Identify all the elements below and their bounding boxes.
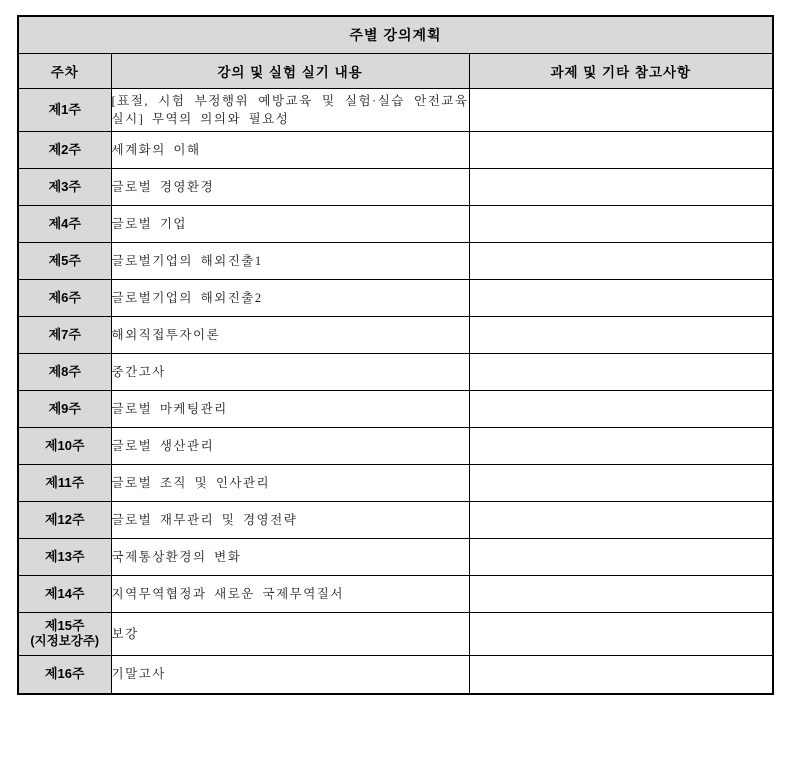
content-cell: 글로벌기업의 해외진출1 <box>111 243 469 280</box>
week-cell <box>18 280 111 317</box>
table-row <box>18 656 773 694</box>
week-cell <box>18 169 111 206</box>
week-label: 제1주 <box>48 101 81 117</box>
week-cell <box>18 243 111 280</box>
table-row <box>18 89 773 132</box>
table-row <box>18 576 773 613</box>
content-cell: 보강 <box>111 613 469 656</box>
notes-cell <box>469 502 773 539</box>
week-label: 제7주 <box>48 326 81 342</box>
notes-cell <box>469 317 773 354</box>
notes-cell <box>469 280 773 317</box>
content-cell: 글로벌기업의 해외진출2 <box>111 280 469 317</box>
notes-cell <box>469 206 773 243</box>
column-header-week: 주차 <box>18 54 111 89</box>
week-label: 제11주 <box>45 474 85 490</box>
notes-cell <box>469 465 773 502</box>
table-row <box>18 169 773 206</box>
content-cell: 글로벌 경영환경 <box>111 169 469 206</box>
content-cell: 글로벌 재무관리 및 경영전략 <box>111 502 469 539</box>
week-cell <box>18 502 111 539</box>
table-header-row <box>18 54 773 89</box>
week-cell <box>18 354 111 391</box>
table-row <box>18 280 773 317</box>
week-sublabel: (지정보강주) <box>30 634 100 649</box>
week-cell <box>18 613 111 656</box>
table-row <box>18 391 773 428</box>
notes-cell <box>469 89 773 132</box>
week-label: 제2주 <box>48 141 81 157</box>
content-cell: 글로벌 조직 및 인사관리 <box>111 465 469 502</box>
content-cell: 국제통상환경의 변화 <box>111 539 469 576</box>
content-cell: 세계화의 이해 <box>111 132 469 169</box>
notes-cell <box>469 354 773 391</box>
content-cell: 기말고사 <box>111 656 469 694</box>
table-row <box>18 243 773 280</box>
notes-cell <box>469 132 773 169</box>
table-row <box>18 465 773 502</box>
notes-cell <box>469 656 773 694</box>
table-row <box>18 539 773 576</box>
week-label: 제12주 <box>44 511 85 527</box>
table-row <box>18 354 773 391</box>
content-cell: 글로벌 기업 <box>111 206 469 243</box>
week-label: 제14주 <box>44 585 85 601</box>
content-cell: [표절, 시험 부정행위 예방교육 및 실험·실습 안전교육 실시] 무역의 의의와 필요성 <box>111 89 469 132</box>
notes-cell <box>469 539 773 576</box>
notes-cell <box>469 243 773 280</box>
week-cell <box>18 317 111 354</box>
week-cell <box>18 428 111 465</box>
week-cell <box>18 391 111 428</box>
week-label: 제4주 <box>48 215 81 231</box>
content-cell: 중간고사 <box>111 354 469 391</box>
week-label: 제16주 <box>44 665 85 681</box>
week-label: 제8주 <box>48 363 81 379</box>
week-cell <box>18 132 111 169</box>
table-title: 주별 강의계획 <box>18 16 773 54</box>
document-page <box>17 15 774 695</box>
notes-cell <box>469 391 773 428</box>
content-cell: 지역무역협정과 새로운 국제무역질서 <box>111 576 469 613</box>
table-row <box>18 613 773 656</box>
content-cell: 글로벌 마케팅관리 <box>111 391 469 428</box>
week-cell <box>18 206 111 243</box>
notes-cell <box>469 613 773 656</box>
table-row <box>18 206 773 243</box>
table-row <box>18 317 773 354</box>
week-label: 제3주 <box>48 178 81 194</box>
notes-cell <box>469 428 773 465</box>
week-label: 제15주 <box>44 618 85 634</box>
week-label: 제10주 <box>44 437 85 453</box>
week-label: 제9주 <box>48 400 81 416</box>
week-cell <box>18 465 111 502</box>
week-cell <box>18 89 111 132</box>
week-label: 제13주 <box>44 548 85 564</box>
table-row <box>18 132 773 169</box>
week-label: 제5주 <box>48 252 81 268</box>
table-row <box>18 428 773 465</box>
schedule-body <box>18 89 773 694</box>
week-cell <box>18 656 111 694</box>
notes-cell <box>469 169 773 206</box>
content-cell: 해외직접투자이론 <box>111 317 469 354</box>
table-title-row <box>18 16 773 54</box>
table-row <box>18 502 773 539</box>
week-label: 제6주 <box>48 289 81 305</box>
content-cell: 글로벌 생산관리 <box>111 428 469 465</box>
column-header-notes: 과제 및 기타 참고사항 <box>469 54 773 89</box>
weekly-lecture-plan-table <box>17 15 774 695</box>
column-header-content: 강의 및 실험 실기 내용 <box>111 54 469 89</box>
notes-cell <box>469 576 773 613</box>
week-cell <box>18 539 111 576</box>
week-cell <box>18 576 111 613</box>
